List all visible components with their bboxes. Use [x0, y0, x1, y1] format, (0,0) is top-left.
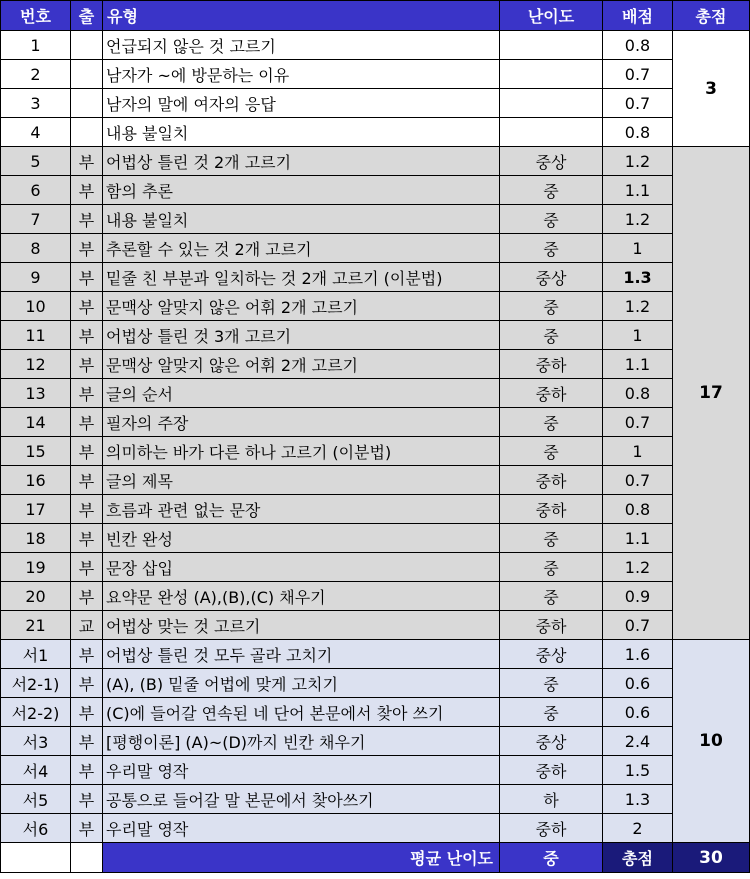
question-source: 부: [71, 756, 103, 785]
question-number: 2: [1, 60, 71, 89]
table-row: [1, 31, 750, 60]
question-number: 3: [1, 89, 71, 118]
question-difficulty: 중: [500, 698, 603, 727]
question-number: 19: [1, 553, 71, 582]
question-number: 서4: [1, 756, 71, 785]
table-row: [1, 205, 750, 234]
table-row: [1, 234, 750, 263]
question-type: 문맥상 알맞지 않은 어휘 2개 고르기: [103, 350, 500, 379]
question-type: (C)에 들어갈 연속된 네 단어 본문에서 찾아 쓰기: [103, 698, 500, 727]
question-difficulty: 중: [500, 582, 603, 611]
question-type: 공통으로 들어갈 말 본문에서 찾아쓰기: [103, 785, 500, 814]
question-points: 1.2: [603, 147, 673, 176]
question-source: 부: [71, 176, 103, 205]
question-source: 부: [71, 640, 103, 669]
question-source: 부: [71, 785, 103, 814]
question-source: 부: [71, 669, 103, 698]
question-type: 흐름과 관련 없는 문장: [103, 495, 500, 524]
question-source: [71, 31, 103, 60]
average-difficulty-label: 평균 난이도: [103, 843, 500, 873]
question-number: 서3: [1, 727, 71, 756]
question-number: 10: [1, 292, 71, 321]
question-type: 언급되지 않은 것 고르기: [103, 31, 500, 60]
question-type: 우리말 영작: [103, 756, 500, 785]
question-type: 함의 추론: [103, 176, 500, 205]
question-difficulty: 중하: [500, 756, 603, 785]
question-number: 9: [1, 263, 71, 292]
question-source: 부: [71, 205, 103, 234]
question-source: 부: [71, 147, 103, 176]
header-total: 총점: [673, 1, 750, 31]
question-difficulty: 중상: [500, 640, 603, 669]
question-difficulty: 중하: [500, 350, 603, 379]
question-points: 1.5: [603, 756, 673, 785]
table-row: [1, 727, 750, 756]
question-source: 부: [71, 234, 103, 263]
question-source: 부: [71, 814, 103, 843]
question-type: 의미하는 바가 다른 하나 고르기 (이분법): [103, 437, 500, 466]
question-points: 0.8: [603, 31, 673, 60]
question-points: 1.3: [603, 785, 673, 814]
question-type: 내용 불일치: [103, 205, 500, 234]
question-difficulty: 중하: [500, 814, 603, 843]
table-row: [1, 553, 750, 582]
question-points: 1.1: [603, 350, 673, 379]
question-type: 문맥상 알맞지 않은 어휘 2개 고르기: [103, 292, 500, 321]
table-body: [1, 31, 750, 843]
question-difficulty: 중상: [500, 147, 603, 176]
question-type: 글의 순서: [103, 379, 500, 408]
question-source: 부: [71, 379, 103, 408]
question-number: 13: [1, 379, 71, 408]
table-row: [1, 640, 750, 669]
question-difficulty: 중상: [500, 263, 603, 292]
table-row: [1, 756, 750, 785]
question-difficulty: 중: [500, 234, 603, 263]
question-difficulty: 중하: [500, 379, 603, 408]
question-type: 어법상 맞는 것 고르기: [103, 611, 500, 640]
table-row: [1, 147, 750, 176]
question-source: 부: [71, 698, 103, 727]
table-row: [1, 669, 750, 698]
question-source: 부: [71, 263, 103, 292]
question-points: 0.7: [603, 611, 673, 640]
header-difficulty: 난이도: [500, 1, 603, 31]
question-points: 1: [603, 234, 673, 263]
table-row: [1, 814, 750, 843]
table-row: [1, 408, 750, 437]
question-number: 8: [1, 234, 71, 263]
question-source: 부: [71, 582, 103, 611]
question-type: [평행이론] (A)~(D)까지 빈칸 채우기: [103, 727, 500, 756]
question-number: 11: [1, 321, 71, 350]
question-difficulty: 중: [500, 321, 603, 350]
question-source: 부: [71, 466, 103, 495]
question-difficulty: [500, 31, 603, 60]
question-points: 2: [603, 814, 673, 843]
header-type: 유형: [103, 1, 500, 31]
table-row: [1, 350, 750, 379]
question-number: 15: [1, 437, 71, 466]
question-difficulty: [500, 60, 603, 89]
header-points: 배점: [603, 1, 673, 31]
question-points: 1.2: [603, 205, 673, 234]
question-points: 1: [603, 437, 673, 466]
question-number: 6: [1, 176, 71, 205]
question-points: 1.6: [603, 640, 673, 669]
question-points: 1.3: [603, 263, 673, 292]
question-type: 어법상 틀린 것 3개 고르기: [103, 321, 500, 350]
question-points: 1.2: [603, 292, 673, 321]
question-number: 16: [1, 466, 71, 495]
question-type: 남자가 ~에 방문하는 이유: [103, 60, 500, 89]
table-row: [1, 292, 750, 321]
header-number: 번호: [1, 1, 71, 31]
question-type: 글의 제목: [103, 466, 500, 495]
question-number: 서2-2): [1, 698, 71, 727]
group-total-written: 10: [673, 640, 750, 843]
question-points: 0.7: [603, 89, 673, 118]
question-source: 부: [71, 292, 103, 321]
table-row: [1, 263, 750, 292]
footer-blank-source: [71, 843, 103, 873]
question-type: 어법상 틀린 것 모두 골라 고치기: [103, 640, 500, 669]
table-row: [1, 118, 750, 147]
total-score-label: 총점: [603, 843, 673, 873]
question-number: 21: [1, 611, 71, 640]
table-row: [1, 437, 750, 466]
question-source: 부: [71, 321, 103, 350]
question-number: 서2-1): [1, 669, 71, 698]
question-difficulty: 중: [500, 669, 603, 698]
question-number: 14: [1, 408, 71, 437]
header-source: 출: [71, 1, 103, 31]
header-row: [1, 1, 750, 31]
question-number: 1: [1, 31, 71, 60]
question-points: 0.9: [603, 582, 673, 611]
table-row: [1, 495, 750, 524]
question-number: 7: [1, 205, 71, 234]
table-row: [1, 60, 750, 89]
question-type: 추론할 수 있는 것 2개 고르기: [103, 234, 500, 263]
question-source: 부: [71, 495, 103, 524]
question-points: 0.8: [603, 495, 673, 524]
question-number: 서5: [1, 785, 71, 814]
question-number: 12: [1, 350, 71, 379]
question-points: 1.2: [603, 553, 673, 582]
question-difficulty: [500, 89, 603, 118]
group-total-listening: 3: [673, 31, 750, 147]
question-type: 밑줄 친 부분과 일치하는 것 2개 고르기 (이분법): [103, 263, 500, 292]
question-type: 빈칸 완성: [103, 524, 500, 553]
question-points: 1.1: [603, 176, 673, 205]
question-difficulty: 중: [500, 408, 603, 437]
table-row: [1, 524, 750, 553]
question-type: 남자의 말에 여자의 응답: [103, 89, 500, 118]
footer-row: [1, 843, 750, 873]
question-type: 요약문 완성 (A),(B),(C) 채우기: [103, 582, 500, 611]
question-points: 0.8: [603, 379, 673, 408]
question-number: 17: [1, 495, 71, 524]
question-points: 1: [603, 321, 673, 350]
question-type: (A), (B) 밑줄 어법에 맞게 고치기: [103, 669, 500, 698]
question-difficulty: 중: [500, 524, 603, 553]
table-row: [1, 611, 750, 640]
question-difficulty: 중하: [500, 495, 603, 524]
question-source: [71, 89, 103, 118]
question-points: 2.4: [603, 727, 673, 756]
question-number: 18: [1, 524, 71, 553]
question-difficulty: 중: [500, 205, 603, 234]
average-difficulty-value: 중: [500, 843, 603, 873]
question-difficulty: [500, 118, 603, 147]
question-source: 부: [71, 408, 103, 437]
question-difficulty: 중: [500, 553, 603, 582]
question-number: 4: [1, 118, 71, 147]
question-number: 서1: [1, 640, 71, 669]
footer-blank-number: [1, 843, 71, 873]
question-difficulty: 중하: [500, 611, 603, 640]
question-type: 우리말 영작: [103, 814, 500, 843]
question-source: [71, 118, 103, 147]
group-total-reading: 17: [673, 147, 750, 640]
question-type: 내용 불일치: [103, 118, 500, 147]
question-points: 1.1: [603, 524, 673, 553]
table-row: [1, 466, 750, 495]
table-row: [1, 321, 750, 350]
question-source: 부: [71, 553, 103, 582]
question-type: 어법상 틀린 것 2개 고르기: [103, 147, 500, 176]
question-number: 20: [1, 582, 71, 611]
question-points: 0.7: [603, 466, 673, 495]
question-type: 문장 삽입: [103, 553, 500, 582]
question-points: 0.6: [603, 698, 673, 727]
table-row: [1, 176, 750, 205]
question-difficulty: 중: [500, 176, 603, 205]
table-row: [1, 379, 750, 408]
question-source: 교: [71, 611, 103, 640]
question-source: 부: [71, 727, 103, 756]
question-source: 부: [71, 524, 103, 553]
table-row: [1, 89, 750, 118]
question-number: 서6: [1, 814, 71, 843]
question-difficulty: 중상: [500, 727, 603, 756]
question-difficulty: 하: [500, 785, 603, 814]
question-difficulty: 중하: [500, 466, 603, 495]
question-points: 0.6: [603, 669, 673, 698]
question-source: [71, 60, 103, 89]
total-score-value: 30: [673, 843, 750, 873]
table-row: [1, 698, 750, 727]
table-row: [1, 582, 750, 611]
question-type: 필자의 주장: [103, 408, 500, 437]
table-row: [1, 785, 750, 814]
question-source: 부: [71, 350, 103, 379]
question-points: 0.7: [603, 408, 673, 437]
question-difficulty: 중: [500, 292, 603, 321]
question-points: 0.8: [603, 118, 673, 147]
question-points: 0.7: [603, 60, 673, 89]
question-difficulty: 중: [500, 437, 603, 466]
question-source: 부: [71, 437, 103, 466]
question-number: 5: [1, 147, 71, 176]
